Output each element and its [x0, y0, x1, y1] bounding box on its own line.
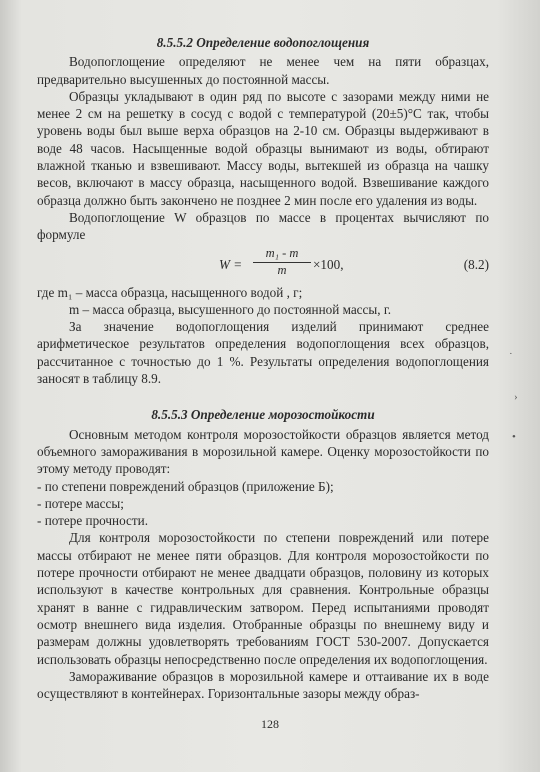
scan-speck: •: [512, 431, 516, 443]
section-heading-frost-resistance: 8.5.5.3 Определение морозостойкости: [151, 407, 375, 423]
list-item: - потере прочности.: [37, 513, 149, 529]
scan-speck: ˙: [509, 351, 513, 363]
page-number: 128: [261, 717, 279, 731]
formula-fraction: [253, 246, 311, 278]
section-heading-water-absorption: 8.5.5.2 Определение водопоглощения: [156, 35, 370, 50]
paragraph: За значение водопоглощения изделий принимают среднее арифметическое результатов определения водопоглощения всех образцов, рассчитанное с точностью до 1 %. Результаты определения водопоглощения заносят в таблицу 8.9.: [37, 319, 489, 387]
paragraph: Водопоглощение определяют не менее чем на пяти образцах, предварительно высушенных до постоянной массы.: [37, 54, 489, 87]
definition-line: m – масса образца, высушенного до постоянной массы, г.: [69, 301, 392, 317]
paragraph: Водопоглощение W образцов по массе в процентах вычисляют по формуле: [37, 209, 489, 243]
list-item: - по степени повреждений образцов (приложение Б);: [37, 478, 334, 494]
formula: [37, 246, 489, 282]
formula-numerator: m₁ - m: [253, 246, 311, 263]
definition-line: где m₁ – масса образца, насыщенного водой , г;: [37, 284, 303, 300]
paragraph: Образцы укладывают в один ряд по высоте с зазорами между ними не менее 2 см на решетку в сосуд с водой с температурой (20±5)°С так, чтобы уровень воды был выше верха образцов на 2-10 см. Образцы выдерживают в воде 48 часов. Насыщенные водой образцы вынимают из воды, обтирают влажной тканью и взвешивают. Массу воды, вытекшей из образца на чашку весов, включают в массу образца, насыщенного водой. Взвешивание каждого образца должно быть закончено не позднее 2 мин после его удаления из воды.: [37, 88, 489, 208]
page-content: [37, 34, 489, 702]
formula-number: (8.2): [463, 256, 489, 272]
paragraph: Замораживание образцов в морозильной камере и оттаивание их в воде осуществляют в контейнерах. Горизонтальные зазоры между образ-: [37, 668, 489, 702]
formula-lhs: W =: [219, 256, 243, 272]
paragraph: Основным методом контроля морозостойкости образцов является метод объемного замораживания в морозильной камере. Оценку морозостойкости по этому методу проводят:: [37, 426, 489, 477]
list-item: - потере массы;: [37, 495, 124, 511]
scan-speck: ›: [514, 391, 518, 403]
formula-rhs: ×100,: [313, 256, 344, 272]
formula-denominator: m: [277, 262, 287, 277]
paragraph: Для контроля морозостойкости по степени повреждений или потере массы отбирают не менее пяти образцов. Для контроля морозостойкости по потере прочности отбирают не менее двадцати образцов, половину из которых используют в качестве контрольных для сравнения. Контрольные образцы хранят в ванне с гидравлическим затвором. Перед испытаниями проводят осмотр внешнего вида изделия. Отобранные образцы по внешнему виду и размерам должны удовлетворять требованиям ГОСТ 530-2007. Допускается использовать образцы непосредственно после определения их водопоглощения.: [37, 530, 489, 667]
